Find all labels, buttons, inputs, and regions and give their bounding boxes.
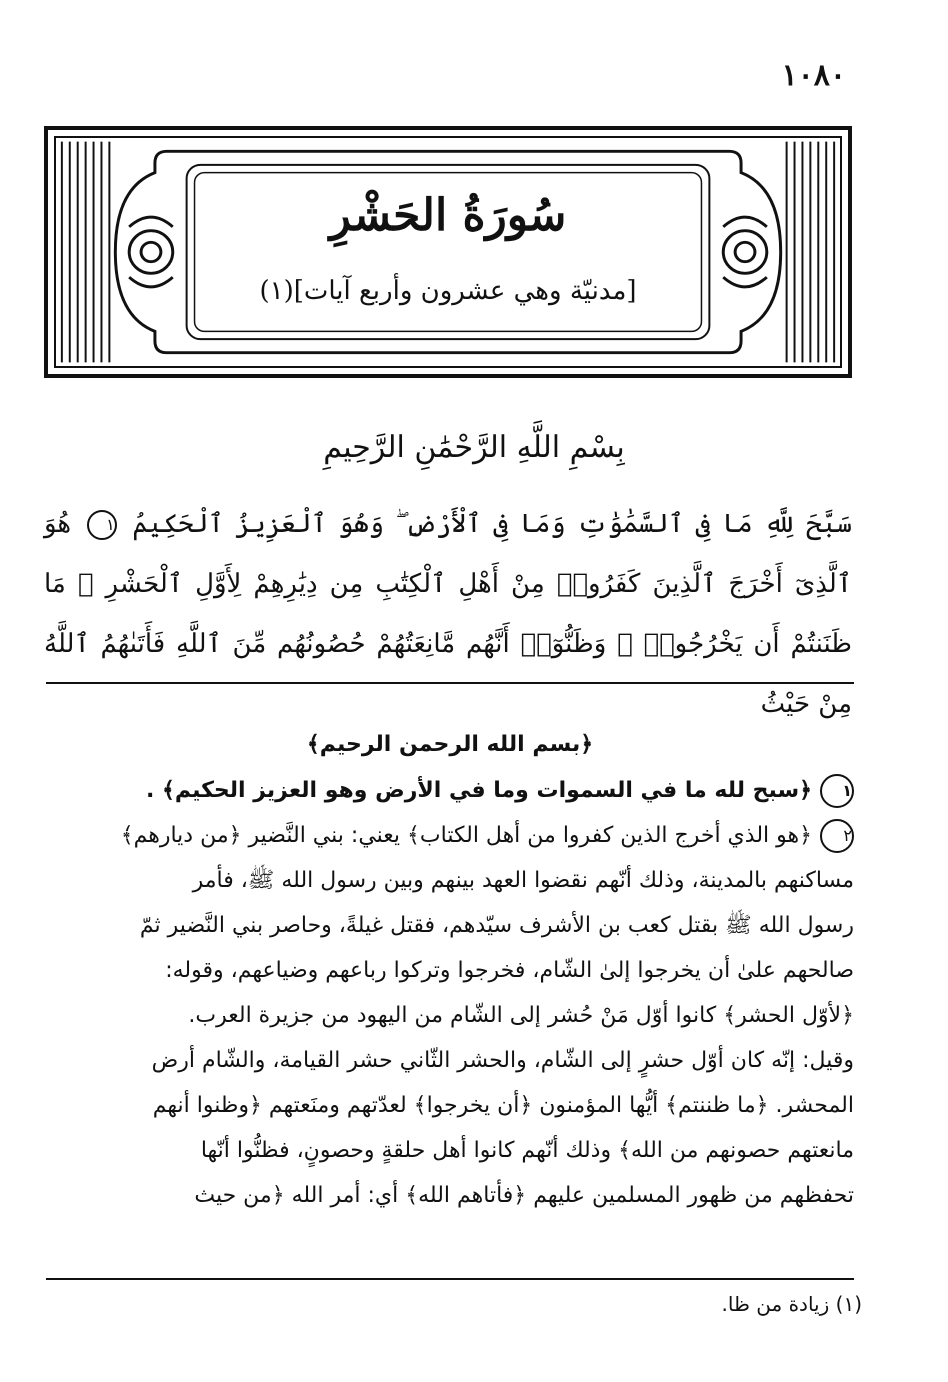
surah-title: سُورَةُ الحَشْرِ [329, 190, 567, 241]
tafsir-line: ﴿لأوّل الحشر﴾ كانوا أوّل مَنْ حُشر إلى الشّام من اليهود من جزيرة العرب. [188, 1003, 854, 1028]
tafsir-line: صالحهم علىٰ أن يخرجوا إلىٰ الشّام، فخرجوا وتركوا رباعهم وضياعهم، وقوله: [165, 958, 854, 983]
tafsir-commentary [46, 722, 854, 1218]
tafsir-line: مساكنهم بالمدينة، وذلك أنّهم نقضوا العهد بينهم وبين رسول الله ﷺ، فأمر [192, 868, 854, 893]
tafsir-verse-1-text: ﴿سبح لله ما في السموات وما في الأرض وهو العزيز الحكيم﴾ . [145, 778, 812, 803]
tafsir-line: المحشر. ﴿ما ظننتم﴾ أيُّها المؤمنون ﴿أن يخرجوا﴾ لعدّتهم ومنَعتهم ﴿وظنوا أنهم [152, 1093, 854, 1118]
tafsir-line: وقيل: إنّه كان أوّل حشرٍ إلى الشّام، والحشر الثّاني حشر القيامة، والشّام أرض [151, 1048, 854, 1073]
quran-verses [44, 494, 852, 734]
footnote: (١) زيادة من ظا. [721, 1292, 862, 1316]
tafsir-verse-1 [46, 768, 854, 813]
tafsir-line: رسول الله ﷺ بقتل كعب بن الأشرف سيّدهم، فقتل غيلةً، وحاصر بني النَّضير ثمّ [139, 913, 854, 938]
tafsir-basmala: ﴿بسم الله الرحمن الرحيم﴾ [306, 732, 594, 757]
tafsir-line: تحفظهم من ظهور المسلمين عليهم ﴿فأتاهم الله﴾ أي: أمر الله ﴿من حيث [194, 1183, 854, 1208]
tafsir-line: ﴿هو الذي أخرج الذين كفروا من أهل الكتاب﴾ يعني: بني النَّضير ﴿من ديارهم﴾ [120, 823, 812, 848]
page-number: ١٠٨٠ [781, 58, 846, 93]
surah-subtitle: [مدنيّة وهي عشرون وأربع آيات](١) [259, 276, 637, 306]
verse-number-badge: ١ [820, 774, 854, 808]
tafsir-verse-2 [46, 813, 854, 858]
verse-number-badge: ٢ [820, 819, 854, 853]
separator-rule [46, 682, 854, 684]
ornament-frame-icon [48, 130, 848, 374]
quran-verse-1: سَبَّحَ لِلَّهِ مَا فِى ٱلسَّمَٰوَٰتِ وَمَا فِى ٱلْأَرْضِ ۖ وَهُوَ ٱلْعَزِيزُ ٱلْحَكِيمُ [132, 509, 852, 539]
surah-header-frame [44, 126, 852, 378]
tafsir-line: مانعتهم حصونهم من الله﴾ وذلك أنّهم كانوا أهل حلقةٍ وحصونٍ، فظنُّوا أنّها [200, 1138, 854, 1163]
footnote-separator [46, 1278, 854, 1280]
quran-verse-2: هُوَ ٱلَّذِىٓ أَخْرَجَ ٱلَّذِينَ كَفَرُوا۟ مِنْ أَهْلِ ٱلْكِتَٰبِ مِن دِيَٰرِهِمْ لِأَوَّلِ ٱلْحَشْرِ ۚ مَا ظَنَنتُمْ أَن يَخْرُجُوا۟ ۖ وَظَنُّوٓا۟ أَنَّهُم مَّانِعَتُهُمْ حُصُونُهُم مِّنَ ٱللَّهِ فَأَتَىٰهُمُ ٱللَّهُ مِنْ حَيْثُ [44, 509, 852, 719]
basmala-calligraphy: بِسْمِ اللَّهِ الرَّحْمَٰنِ الرَّحِيمِ [323, 430, 625, 465]
ayah-number-marker: ١ [87, 510, 117, 540]
